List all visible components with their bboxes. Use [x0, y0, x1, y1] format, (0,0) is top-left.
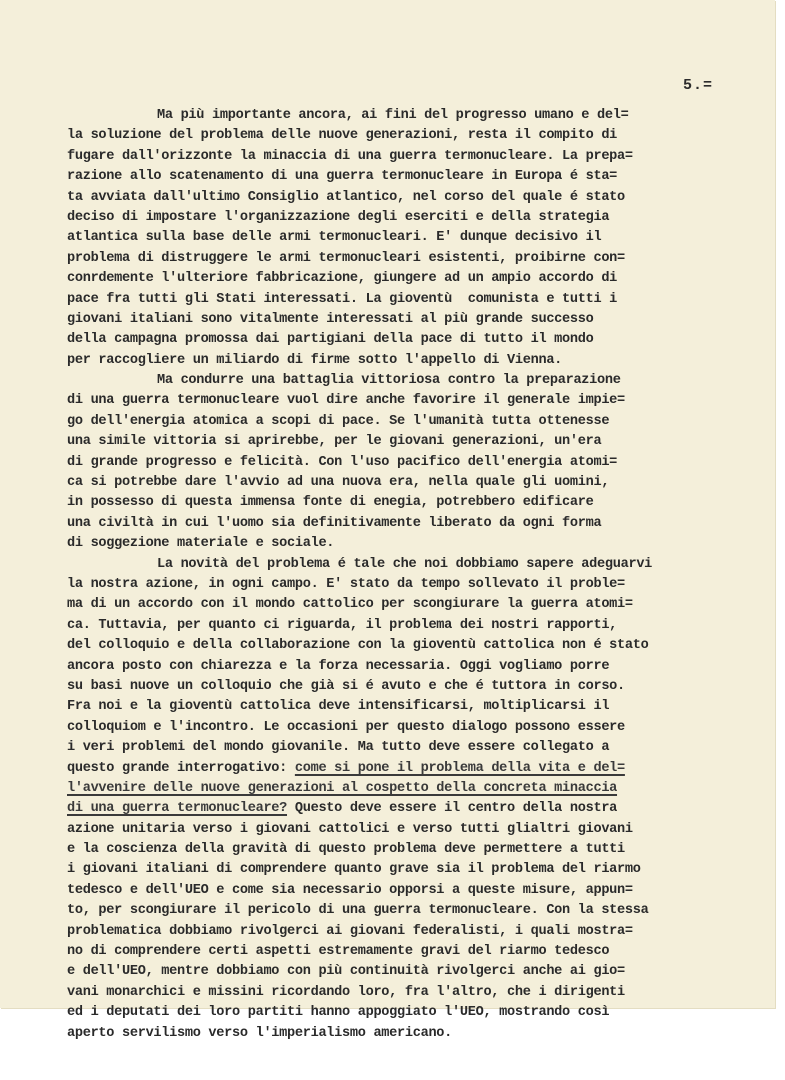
text-line: vani monarchici e missini ricordando loro, fra l'altro, che i dirigenti — [67, 984, 625, 1000]
text-line: ed i deputati dei loro partiti hanno appoggiato l'UEO, mostrando così — [67, 1005, 610, 1021]
text-line: ca si potrebbe dare l'avvio ad una nuova era, nella quale gli uomini, — [67, 475, 610, 491]
text-line: tedesco e dell'UEO e come sia necessario opporsi a queste misure, appun= — [67, 882, 633, 898]
text-line: ta avviata dall'ultimo Consiglio atlantico, nel corso del quale é stato — [67, 189, 625, 205]
text-line: la nostra azione, in ogni campo. E' stato da tempo sollevato il proble= — [67, 576, 625, 592]
text-line: e dell'UEO, mentre dobbiamo con più continuità rivolgerci anche ai gio= — [67, 964, 625, 980]
text-line — [67, 779, 775, 799]
page-number: 5.= — [683, 77, 714, 94]
paragraph-3 — [67, 555, 775, 1044]
text-line: della campagna promossa dai partigiani della pace di tutto il mondo — [67, 332, 594, 348]
text-line: Fra noi e la gioventù cattolica deve intensificarsi, moltiplicarsi il — [67, 699, 610, 715]
text-line: atlantica sulla base delle armi termonucleari. E' dunque decisivo il — [67, 230, 602, 246]
text-line: go dell'energia atomica a scopi di pace. Se l'umanità tutta ottenesse — [67, 413, 610, 429]
text-line: ca. Tuttavia, per quanto ci riguarda, il problema dei nostri rapporti, — [67, 617, 618, 633]
text-line: to, per scongiurare il pericolo di una guerra termonucleare. Con la stessa — [67, 903, 649, 919]
text-line: del colloquio e della collaborazione con la gioventù cattolica non é stato — [67, 638, 649, 654]
text-line: e la coscienza della gravità di questo problema deve permettere a tutti — [67, 842, 625, 858]
text-line: aperto servilismo verso l'imperialismo americano. — [67, 1025, 453, 1041]
text-line: per raccogliere un miliardo di firme sotto l'appello di Vienna. — [67, 352, 563, 368]
text-line: giovani italiani sono vitalmente interessati al più grande successo — [67, 311, 594, 327]
text-line: conrdemente l'ulteriore fabbricazione, giungere ad un ampio accordo di — [67, 271, 618, 287]
underlined-question-part-3: di una guerra termonucleare? — [67, 801, 288, 817]
text-line: i giovani italiani di comprendere quanto grave sia il problema del riarmo — [67, 862, 641, 878]
text-line: no di comprendere certi aspetti estremamente gravi del riarmo tedesco — [67, 944, 610, 960]
text-line: fugare dall'orizzonte la minaccia di una guerra termonucleare. La prepa= — [67, 148, 633, 164]
text-line: in possesso di questa immensa fonte di enegia, potrebbero edificare — [67, 495, 594, 511]
paragraph-2 — [67, 371, 775, 555]
text-line: razione allo scatenamento di una guerra termonucleare in Europa é sta= — [67, 169, 618, 185]
text-line: problematica dobbiamo rivolgerci ai giovani federalisti, i quali mostra= — [67, 923, 633, 939]
text-line: Ma condurre una battaglia vittoriosa contro la preparazione — [157, 373, 621, 389]
underlined-question-part-1: come si pone il problema della vita e del= — [294, 760, 625, 776]
question-tail: Questo deve essere il centro della nostra — [287, 801, 618, 817]
text-line: La novità del problema é tale che noi dobbiamo sapere adeguarvi — [157, 556, 653, 572]
question-lead: questo grande interrogativo: — [67, 760, 295, 776]
text-line: la soluzione del problema delle nuove generazioni, resta il compito di — [67, 128, 618, 144]
paragraph-1 — [67, 106, 775, 371]
text-line: Ma più importante ancora, ai fini del progresso umano e del= — [157, 108, 629, 123]
text-line: una civiltà in cui l'uomo sia definitivamente liberato da ogni forma — [67, 515, 602, 531]
text-line: pace fra tutti gli Stati interessati. La gioventù comunista e tutti i — [67, 291, 618, 307]
text-line: colloquiom e l'incontro. Le occasioni per questo dialogo possono essere — [67, 719, 625, 735]
text-line: problema di distruggere le armi termonucleari esistenti, proibirne con= — [67, 250, 625, 266]
text-line: di una guerra termonucleare vuol dire anche favorire il generale impie= — [67, 393, 625, 409]
text-line: di soggezione materiale e sociale. — [67, 536, 335, 552]
text-line: su basi nuove un colloquio che già si é avuto e che é tuttora in corso. — [67, 678, 625, 694]
document-body — [67, 106, 775, 1044]
text-line: deciso di impostare l'organizzazione degli eserciti e della strategia — [67, 209, 610, 225]
text-line: ancora posto con chiarezza e la forza necessaria. Oggi vogliamo porre — [67, 658, 610, 674]
text-line: i veri problemi del mondo giovanile. Ma tutto deve essere collegato a — [67, 740, 610, 756]
text-line: una simile vittoria si aprirebbe, per le giovani generazioni, un'era — [67, 434, 602, 450]
text-line: azione unitaria verso i giovani cattolici e verso tutti glialtri giovani — [67, 821, 633, 837]
text-line — [67, 759, 775, 779]
underlined-question-part-2: l'avvenire delle nuove generazioni al cospetto della concreta minaccia — [67, 780, 618, 796]
text-line: di grande progresso e felicità. Con l'uso pacifico dell'energia atomi= — [67, 454, 618, 470]
text-line: ma di un accordo con il mondo cattolico per scongiurare la guerra atomi= — [67, 597, 633, 613]
text-line — [67, 799, 775, 819]
